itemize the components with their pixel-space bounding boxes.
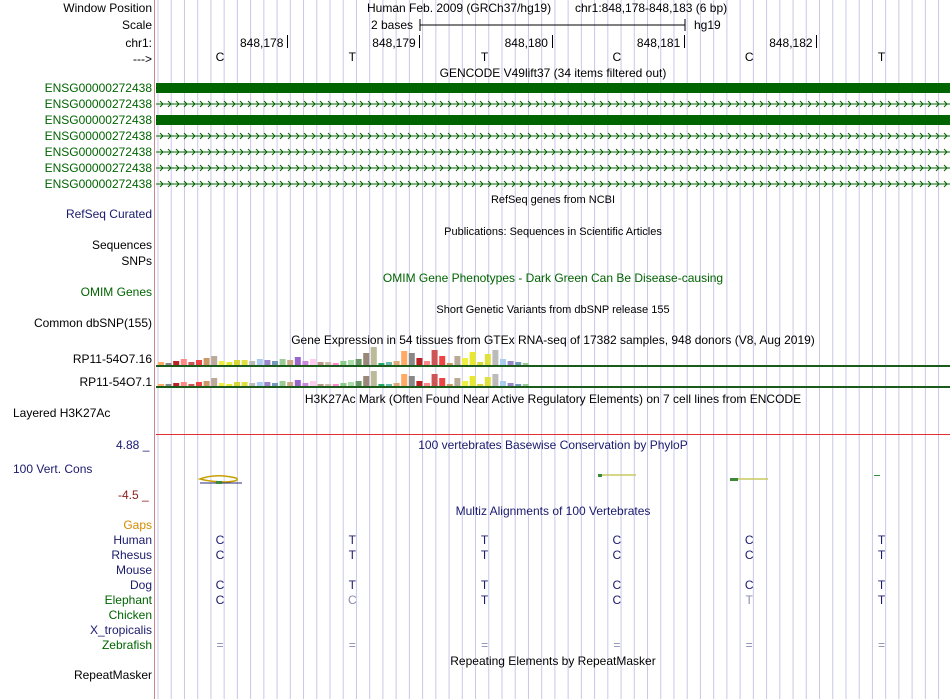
gtex-tissue-bar[interactable] [226, 384, 232, 386]
multiz-species-label[interactable]: Zebrafish [101, 638, 152, 652]
multiz-species-label[interactable]: X_tropicalis [89, 623, 152, 637]
omim-title: OMIM Gene Phenotypes - Dark Green Can Be Disease-causing [382, 271, 724, 285]
alignment-base: C [612, 578, 622, 592]
gtex-tissue-bar[interactable] [242, 360, 248, 365]
gencode-item-label[interactable]: ENSG00000272438 [44, 97, 152, 111]
gtex-tissue-bar[interactable] [447, 384, 453, 386]
gtex-tissue-bar[interactable] [325, 362, 331, 365]
gtex-tissue-bar[interactable] [264, 382, 270, 386]
gtex-tissue-bar[interactable] [386, 362, 392, 365]
multiz-species-label[interactable]: Human [113, 533, 152, 547]
gtex-tissue-bar[interactable] [249, 383, 255, 386]
alignment-base: = [481, 638, 489, 652]
gtex-tissue-bar[interactable] [295, 357, 301, 365]
coord-tick-mark [684, 35, 685, 48]
gtex-tissue-bar[interactable] [234, 360, 240, 365]
reference-base: T [877, 50, 886, 64]
gtex-tissue-bar[interactable] [310, 359, 316, 365]
gene-intron-line[interactable] [156, 146, 950, 158]
gencode-item-label[interactable]: ENSG00000272438 [44, 145, 152, 159]
coord-tick-label: 848,181 [636, 36, 681, 50]
gtex-tissue-bar[interactable] [310, 381, 316, 386]
gtex-tissue-bar[interactable] [492, 350, 498, 365]
gtex-row-2-label[interactable]: RP11-54O7.1 [79, 375, 152, 389]
gtex-tissue-bar[interactable] [378, 363, 384, 365]
gtex-tissue-bar[interactable] [173, 361, 179, 365]
gtex-tissue-bar[interactable] [424, 383, 430, 386]
gtex-tissue-bar[interactable] [432, 374, 438, 386]
label-separator [154, 0, 155, 699]
gtex-tissue-bar[interactable] [363, 353, 369, 365]
gtex-tissue-bar[interactable] [485, 377, 491, 386]
gtex-tissue-bar[interactable] [371, 347, 377, 365]
gtex-tissue-bar[interactable] [462, 381, 468, 386]
scale-label: Scale [121, 18, 152, 32]
alignment-base: C [215, 548, 225, 562]
gtex-tissue-bar[interactable] [318, 362, 324, 365]
alignment-base: T [877, 533, 886, 547]
gtex-tissue-bar[interactable] [204, 358, 210, 365]
multiz-species-label[interactable]: Elephant [104, 593, 152, 607]
alignment-base: C [215, 578, 225, 592]
gtex-tissue-bar[interactable] [272, 383, 278, 386]
gene-intron-line[interactable] [156, 98, 950, 110]
gtex-tissue-bar[interactable] [158, 362, 164, 365]
gtex-tissue-bar[interactable] [234, 382, 240, 386]
gtex-tissue-bar[interactable] [348, 360, 354, 365]
gtex-tissue-bar[interactable] [492, 374, 498, 386]
multiz-title: Multiz Alignments of 100 Vertebrates [455, 504, 651, 518]
gtex-tissue-bar[interactable] [272, 361, 278, 365]
gtex-tissue-bar[interactable] [508, 383, 514, 386]
chrom-label: chr1: [125, 36, 152, 50]
alignment-base: C [744, 533, 754, 547]
rmsk-title: Repeating Elements by RepeatMasker [450, 654, 656, 668]
alignment-base: = [613, 638, 621, 652]
gtex-tissue-bar[interactable] [302, 383, 308, 386]
gtex-tissue-bar[interactable] [394, 383, 400, 386]
coord-tick-label: 848,178 [240, 36, 284, 50]
alignment-base: T [480, 533, 489, 547]
gtex-tissue-bar[interactable] [447, 363, 453, 365]
gtex-tissue-bar[interactable] [188, 362, 194, 365]
refseq-title: RefSeq genes from NCBI [490, 194, 616, 206]
gtex-tissue-bar[interactable] [356, 359, 362, 365]
alignment-base: T [348, 548, 356, 562]
gtex-tissue-bar[interactable] [173, 383, 179, 386]
gtex-tissue-bar[interactable] [196, 360, 202, 365]
reference-base: C [215, 50, 225, 64]
gtex-tissue-bar[interactable] [508, 361, 514, 365]
gtex-tissue-bar[interactable] [196, 382, 202, 386]
gtex-tissue-bar[interactable] [287, 360, 293, 365]
gtex-tissue-bar[interactable] [401, 374, 407, 386]
gene-exon-bar[interactable] [156, 82, 950, 94]
alignment-base: C [612, 593, 622, 607]
gencode-title: GENCODE V49lift37 (34 items filtered out) [439, 66, 667, 80]
alignment-base: = [745, 638, 753, 652]
h3k27ac-signal-line [156, 434, 950, 435]
reference-base: T [348, 50, 356, 64]
window-position-label: Window Position [63, 1, 152, 15]
gtex-tissue-bar[interactable] [181, 382, 187, 386]
alignment-base: T [877, 578, 886, 592]
gtex-tissue-bar[interactable] [295, 380, 301, 386]
reference-base: C [744, 50, 754, 64]
alignment-base: T [480, 593, 489, 607]
coord-tick-label: 848,179 [372, 36, 416, 50]
gtex-tissue-bar[interactable] [166, 363, 172, 365]
multiz-species-label[interactable]: Chicken [108, 608, 152, 622]
alignment-base: T [348, 533, 356, 547]
gtex-tissue-bar[interactable] [416, 381, 422, 386]
alignment-base: T [480, 548, 489, 562]
gene-intron-line[interactable] [156, 162, 950, 174]
gtex-tissue-bar[interactable] [515, 362, 521, 365]
gtex-tissue-bar[interactable] [432, 350, 438, 365]
alignment-base: C [215, 593, 225, 607]
gtex-tissue-bar[interactable] [523, 384, 529, 386]
gtex-tissue-bar[interactable] [462, 358, 468, 365]
gtex-tissue-bar[interactable] [166, 384, 172, 386]
gtex-tissue-bar[interactable] [257, 359, 263, 365]
phylop-max-label: 4.88 _ [116, 438, 150, 452]
coord-tick-mark [287, 35, 288, 48]
alignment-base: T [348, 578, 356, 592]
gtex-tissue-bar[interactable] [409, 353, 415, 365]
h3k27ac-title: H3K27Ac Mark (Often Found Near Active Regulatory Elements) on 7 cell lines from ENCODE [304, 392, 802, 406]
gtex-tissue-bar[interactable] [211, 378, 217, 386]
gtex-tissue-bar[interactable] [470, 376, 476, 386]
gtex-tissue-bar[interactable] [439, 356, 445, 365]
gtex-tissue-bar[interactable] [219, 383, 225, 386]
gtex-tissue-bar[interactable] [340, 361, 346, 365]
alignment-base: T [877, 593, 886, 607]
gtex-tissue-bar[interactable] [500, 359, 506, 365]
h3k27ac-label[interactable]: Layered H3K27Ac [13, 406, 111, 420]
gtex-tissue-bar[interactable] [280, 381, 286, 386]
gtex-tissue-bar[interactable] [470, 352, 476, 365]
gtex-tissue-bar[interactable] [363, 376, 369, 386]
coord-tick-mark [552, 35, 553, 48]
gencode-item-label[interactable]: ENSG00000272438 [44, 129, 152, 143]
gtex-tissue-bar[interactable] [219, 361, 225, 365]
alignment-base: T [745, 593, 753, 607]
phylop-label[interactable]: 100 Vert. Cons [13, 462, 93, 476]
gtex-tissue-bar[interactable] [181, 359, 187, 365]
alignment-base: = [877, 638, 885, 652]
gtex-tissue-bar[interactable] [394, 361, 400, 365]
dbsnp-title: Short Genetic Variants from dbSNP release 155 [436, 304, 670, 316]
gtex-tissue-bar[interactable] [371, 371, 377, 386]
gtex-tissue-bar[interactable] [439, 378, 445, 386]
reference-base: T [480, 50, 489, 64]
db-label: hg19 [694, 18, 721, 32]
alignment-base: C [347, 593, 357, 607]
scale-bar [419, 17, 687, 33]
gtex-tissue-bar[interactable] [242, 382, 248, 386]
gencode-item-label[interactable]: ENSG00000272438 [44, 161, 152, 175]
coord-tick-mark [419, 35, 420, 48]
gtex-tissue-bar[interactable] [477, 384, 483, 386]
gtex-tissue-bar[interactable] [287, 382, 293, 386]
coord-tick-mark [816, 35, 817, 48]
dbsnp-label[interactable]: Common dbSNP(155) [33, 316, 152, 330]
gtex-expression-bars[interactable] [156, 344, 950, 390]
gtex-tissue-bar[interactable] [424, 361, 430, 365]
alignment-base: = [348, 638, 356, 652]
rmsk-label[interactable]: RepeatMasker [73, 668, 152, 682]
gtex-title: Gene Expression in 54 tissues from GTEx RNA-seq of 17382 samples, 948 donors (V8, Aug 2019) [291, 333, 815, 347]
strand-label: ---> [133, 52, 152, 66]
alignment-base: C [744, 548, 754, 562]
multiz-species-label[interactable]: Mouse [115, 563, 152, 577]
gtex-tissue-bar[interactable] [333, 384, 339, 386]
alignment-base: C [744, 578, 754, 592]
gtex-tissue-bar[interactable] [325, 384, 331, 386]
gtex-tissue-bar[interactable] [264, 360, 270, 365]
gene-intron-line[interactable] [156, 130, 950, 142]
position-text: chr1:848,178-848,183 (6 bp) [575, 1, 728, 15]
gencode-item-label[interactable]: ENSG00000272438 [44, 113, 152, 127]
gtex-tissue-bar[interactable] [280, 359, 286, 365]
snps-label[interactable]: SNPs [121, 254, 152, 268]
gtex-tissue-bar[interactable] [158, 384, 164, 386]
phylop-min-label: -4.5 _ [118, 488, 149, 502]
gtex-tissue-bar[interactable] [249, 361, 255, 365]
reference-base: C [612, 50, 622, 64]
gene-intron-line[interactable] [156, 178, 950, 190]
gtex-tissue-bar[interactable] [188, 384, 194, 386]
gtex-tissue-bar[interactable] [523, 363, 529, 365]
gaps-label[interactable]: Gaps [123, 518, 152, 532]
gtex-tissue-bar[interactable] [485, 354, 491, 365]
gtex-tissue-bar[interactable] [416, 358, 422, 365]
sequences-label[interactable]: Sequences [91, 238, 152, 252]
alignment-base: T [480, 578, 489, 592]
multiz-species-label[interactable]: Dog [129, 578, 152, 592]
gtex-tissue-bar[interactable] [401, 351, 407, 365]
gtex-tissue-bar[interactable] [500, 381, 506, 386]
gtex-tissue-bar[interactable] [348, 382, 354, 386]
coord-tick-label: 848,180 [504, 36, 548, 50]
pubs-title: Publications: Sequences in Scientific Articles [444, 226, 662, 238]
gtex-tissue-bar[interactable] [318, 384, 324, 386]
gtex-tissue-bar[interactable] [204, 381, 210, 386]
gene-exon-bar[interactable] [156, 114, 950, 126]
gtex-tissue-bar[interactable] [409, 376, 415, 386]
gtex-tissue-bar[interactable] [477, 362, 483, 365]
alignment-base: C [612, 548, 622, 562]
gtex-tissue-bar[interactable] [302, 361, 308, 365]
gtex-tissue-bar[interactable] [340, 383, 346, 386]
gtex-tissue-bar[interactable] [515, 384, 521, 386]
refseq-label[interactable]: RefSeq Curated [65, 207, 152, 221]
gtex-tissue-bar[interactable] [454, 378, 460, 386]
alignment-base: = [216, 638, 224, 652]
assembly-text: Human Feb. 2009 (GRCh37/hg19) [367, 1, 552, 15]
alignment-base: T [877, 548, 886, 562]
phylop-title: 100 vertebrates Basewise Conservation by PhyloP [418, 438, 688, 452]
coord-tick-label: 848,182 [769, 36, 813, 50]
gtex-tissue-bar[interactable] [378, 384, 384, 386]
gtex-tissue-bar[interactable] [257, 382, 263, 386]
gencode-item-label[interactable]: ENSG00000272438 [44, 177, 152, 191]
gtex-row-1-label[interactable]: RP11-54O7.16 [72, 352, 152, 366]
gtex-tissue-bar[interactable] [386, 384, 392, 386]
gencode-item-label[interactable]: ENSG00000272438 [44, 81, 152, 95]
alignment-base: C [612, 533, 622, 547]
gtex-tissue-bar[interactable] [226, 362, 232, 365]
gtex-tissue-bar[interactable] [454, 356, 460, 365]
gtex-tissue-bar[interactable] [333, 363, 339, 365]
omim-label[interactable]: OMIM Genes [80, 285, 152, 299]
scale-text: 2 bases [371, 18, 414, 32]
gtex-tissue-bar[interactable] [211, 356, 217, 365]
multiz-species-label[interactable]: Rhesus [111, 548, 152, 562]
phylop-signal [156, 470, 950, 490]
alignment-base: C [215, 533, 225, 547]
gtex-tissue-bar[interactable] [356, 381, 362, 386]
